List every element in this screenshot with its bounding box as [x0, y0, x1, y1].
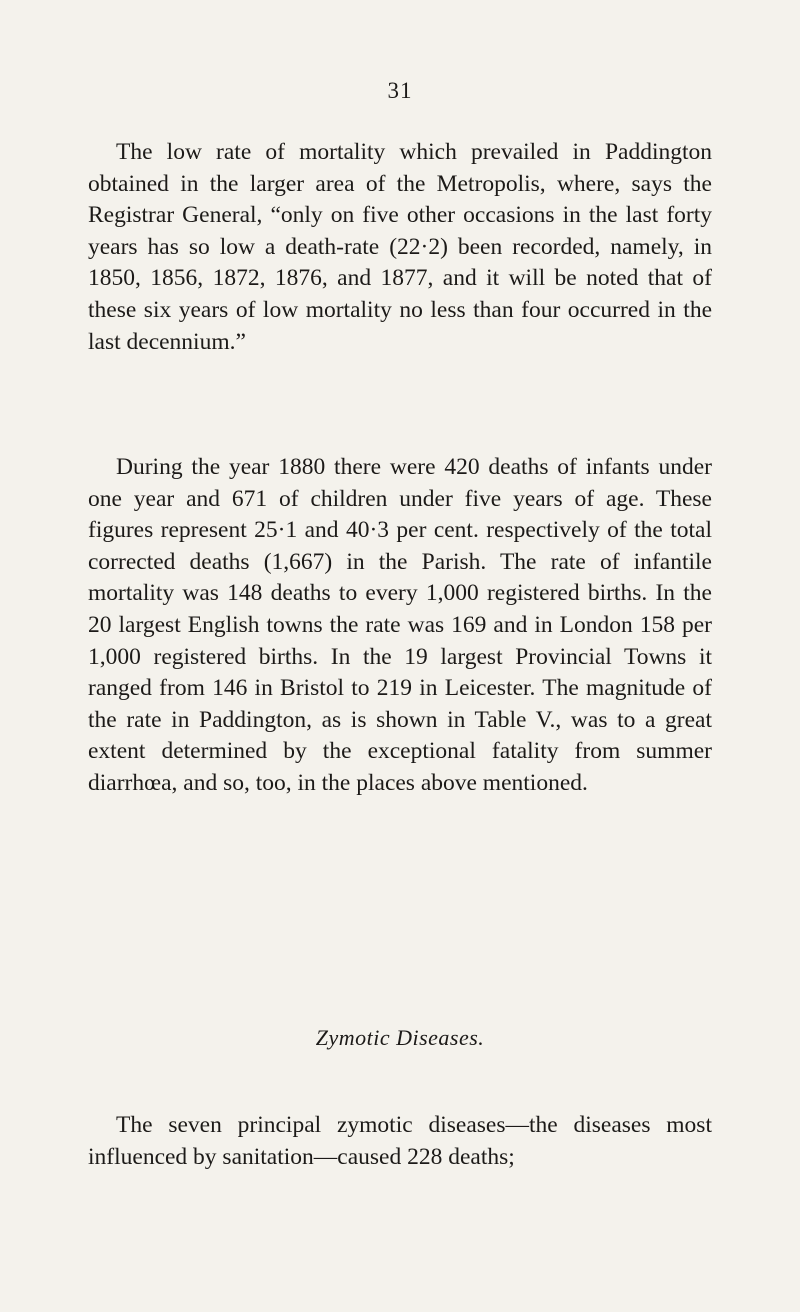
- section-heading: Zymotic Diseases.: [315, 1025, 485, 1050]
- paragraph-zymotic-diseases: The seven principal zymotic diseases—the diseases most influenced by sanitation—caused 228 deaths;: [88, 1112, 712, 1170]
- paragraph-mortality-rate: The low rate of mortality which prevailed in Paddington obtained in the larger area of the Metropolis, where, says the Registrar General, “only on five other occasions in the last forty years has so low a death-rate (22·2) been recorded, namely, in 1850, 1856, 1872, 1876, and 1877, and it will be noted that of these six years of low mortality no less than four occurred in the last decennium.”: [88, 139, 712, 355]
- page-number: 31: [387, 78, 413, 103]
- paragraph-infant-deaths: During the year 1880 there were 420 deaths of infants under one year and 671 of children under five years of age. These figures represent 25·1 and 40·3 per cent. respectively of the total corrected deaths (1,667) in the Parish. The rate of infantile mortality was 148 deaths to every 1,000 registered births. In the 20 largest English towns the rate was 169 and in London 158 per 1,000 registered births. In the 19 largest Provincial Towns it ranged from 146 in Bristol to 219 in Leicester. The magnitude of the rate in Paddington, as is shown in Table V., was to a great extent determined by the exceptional fatality from summer diarrhœa, and so, too, in the places above mentioned.: [88, 454, 712, 796]
